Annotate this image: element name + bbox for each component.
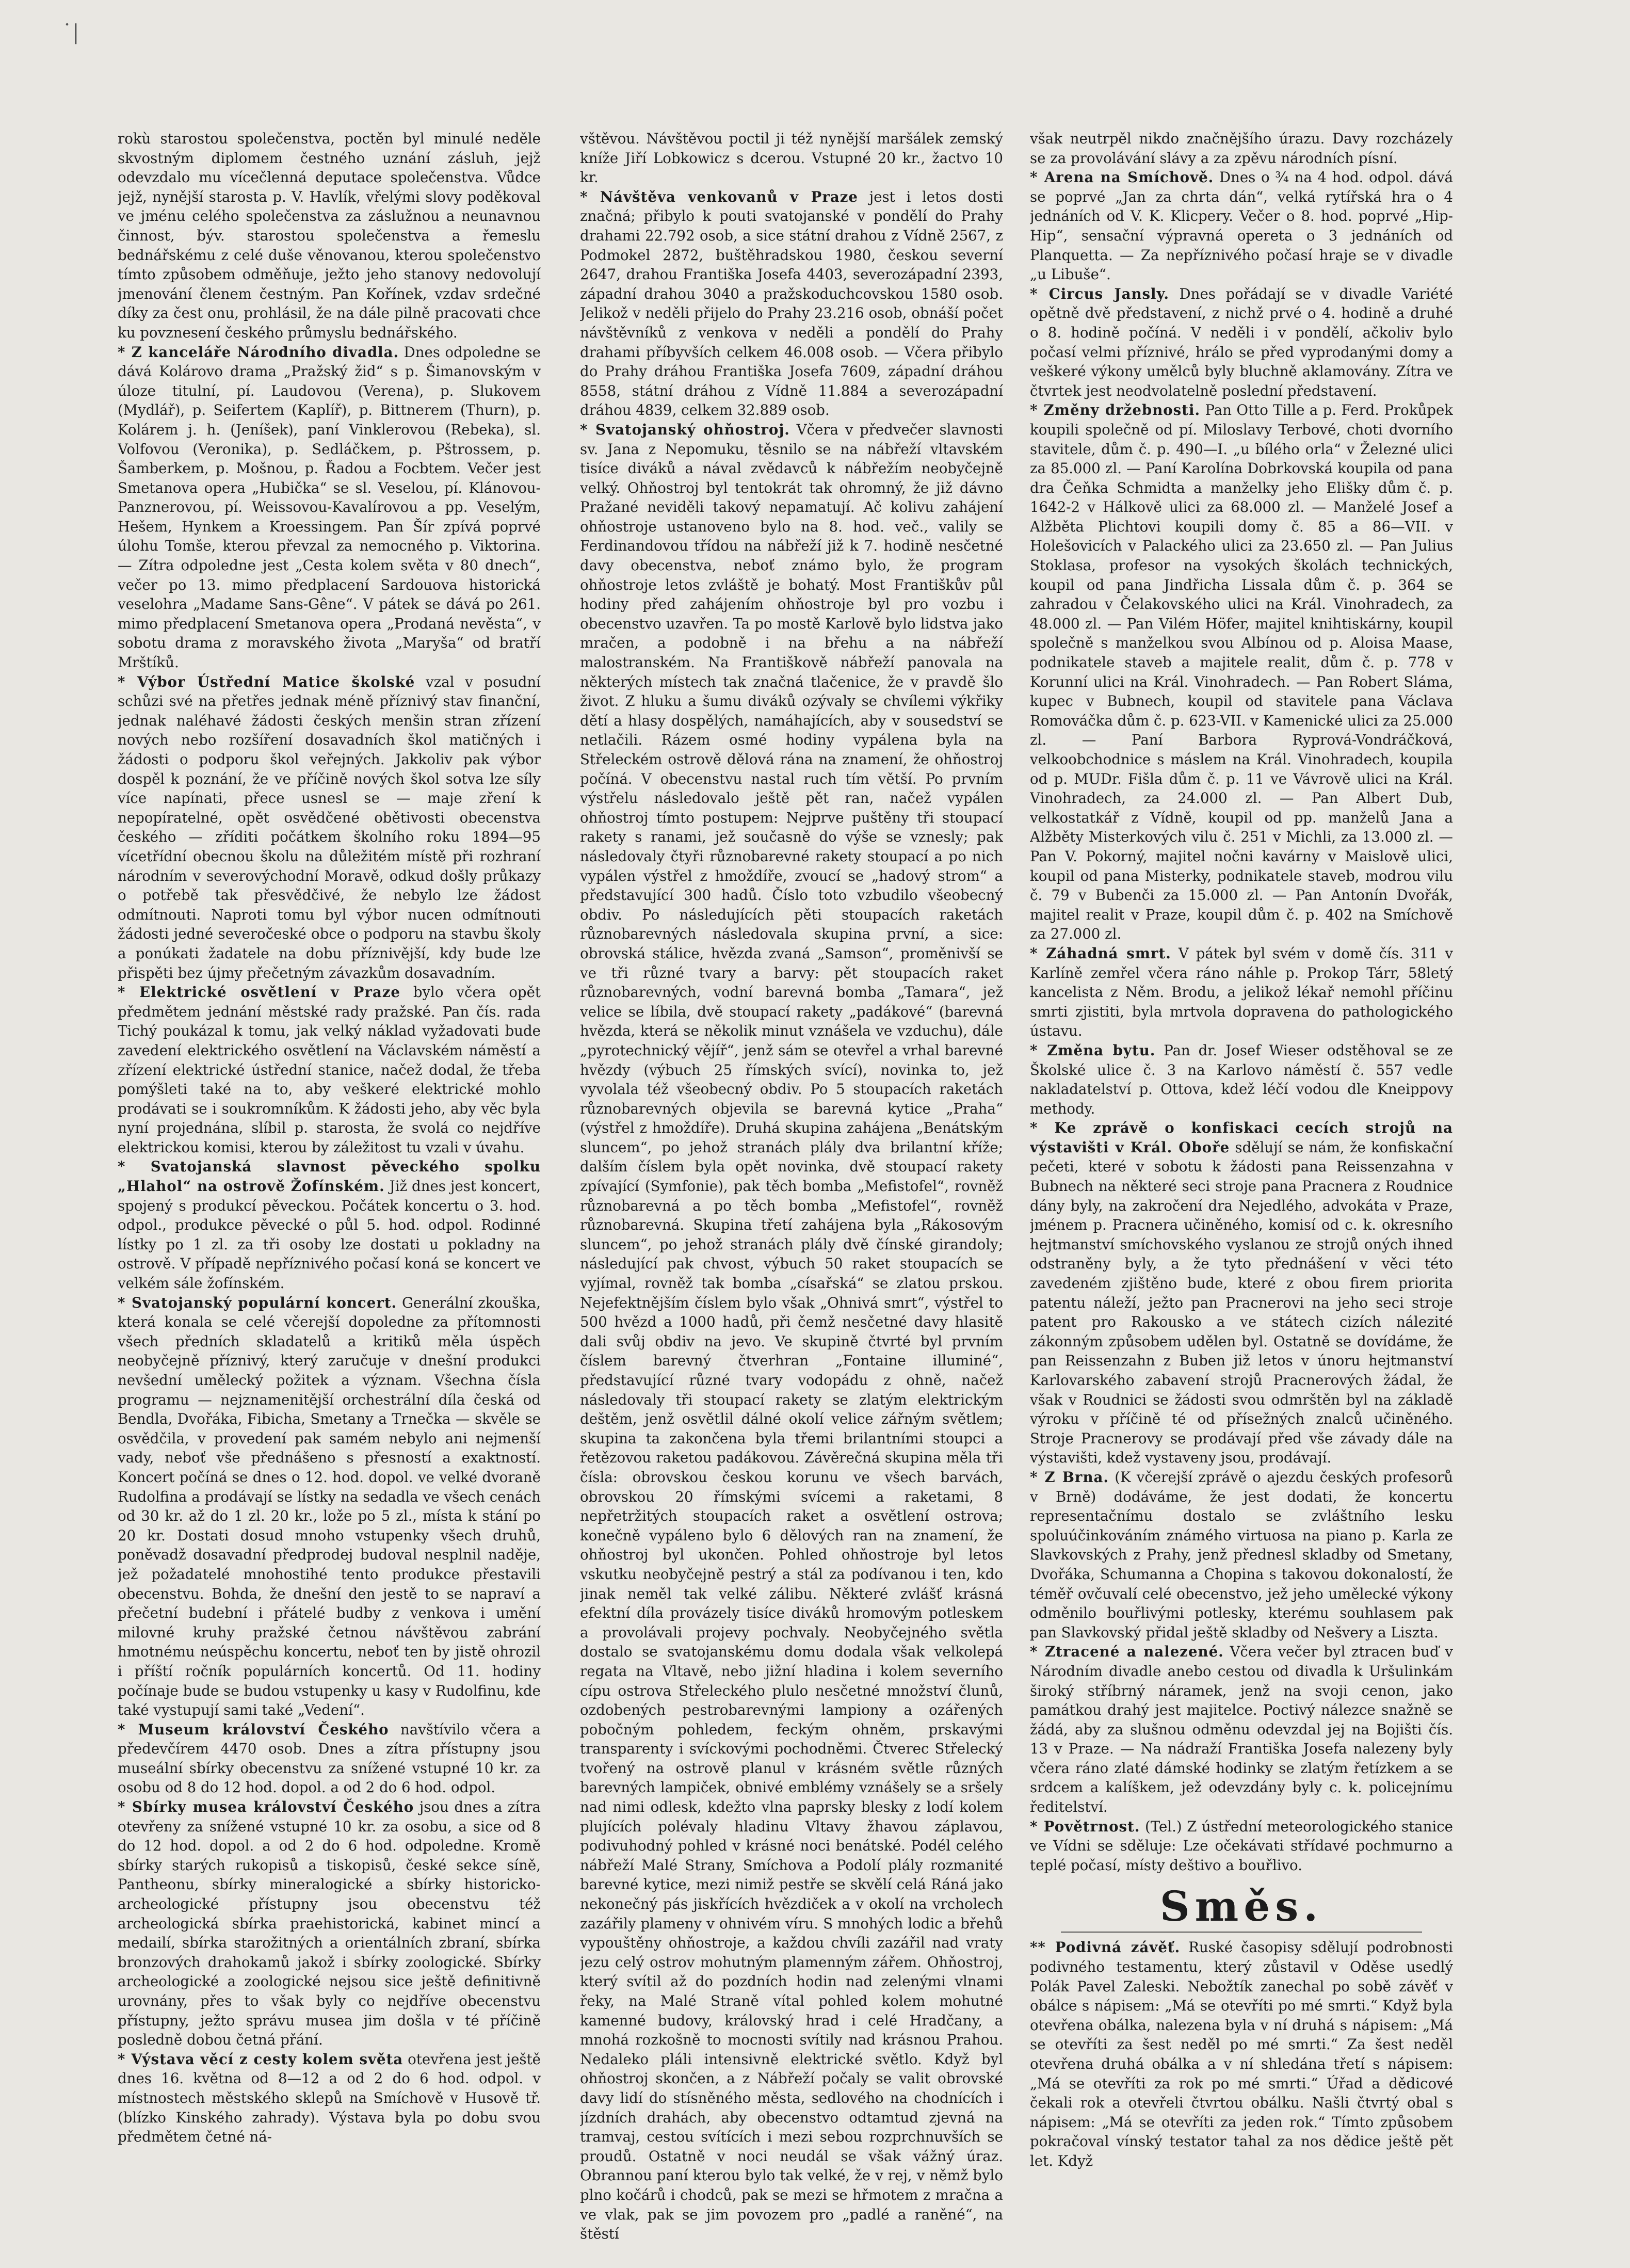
article-paragraph (118, 1720, 541, 1797)
article-body: V pátek byl svém v domě čís. 311 v Karlíně zemřel včera ráno náhle p. Prokop Tárr, 58letý kancelista z Něm. Brodu, a jelikož lékař nemohl příčinu smrti zjistiti, byla mrtvola dopravena do pathologického ústavu. (1030, 944, 1453, 1040)
article-paragraph (118, 983, 541, 1157)
article-body: vzal v posudní schůzi své na přetřes jednak méně příznivý stav finanční, jednak naléhavé žádosti českých menšin stran zřízení nových nebo rozšíření dosavadních škol matičných i žádosti o podporu škol veřejných. Jakkoliv pak výbor dospěl k poznání, že ve příčině nových škol sotva lze síly více napínati, přece usnesl se — maje zření k nepopíratelné, opět osvědčené obětivosti obecenstva českého — zříditi počátkem školního roku 1894—95 vícetřídní obecnou školu na důležitém místě při rozhraní národním v severovýchodní Moravě, odkud došly průkazy o potřebě tak přesvědčivé, že nebylo lze žádost odmítnouti. Naproti tomu byl výbor nucen odmítnouti žádosti jedné severočeské obce o podporu na stavbu školy a ponúkati žadatele na dobu příznivější, kdy bude lze přispěti bez újmy přečetným závazkům dosavadním. (118, 673, 541, 982)
article-heading: * Z kanceláře Národního divadla. (118, 343, 399, 361)
column-3 (1030, 129, 1453, 2250)
article-paragraph (1030, 1041, 1453, 1118)
article-paragraph (1030, 284, 1453, 401)
article-body: navštívilo včera a předevčírem 4470 osob. Dnes a zítra přístupny jsou museální sbírky obecenstvu za snížené vstupné 10 kr. za osobu od 8 do 12 hod. dopol. a od 2 do 6 hod. odpol. (118, 1720, 541, 1796)
section-rule (1061, 1932, 1422, 1933)
article-paragraph (1030, 944, 1453, 1041)
article-body: bylo včera opět předmětem jednání městské rady pražské. Pan čís. rada Tichý poukázal k tomu, jak velký náklad vyžadovati bude zavedení elektrického osvětlení na Václavském náměstí a zřízení elektrické ústřední stanice, načež dodal, že třeba pomýšleti také na to, aby veškeré elektrické mohlo prodávati se i soukromníkům. K žádosti jeho, aby věc byla nyní projednána, slíbil p. starosta, že svolá co nejdříve elektrickou komisi, kterou by záležitost tu vzali v úvahu. (118, 984, 541, 1156)
article-heading: * Záhadná smrt. (1030, 944, 1171, 962)
article-body: jest i letos dosti značná; přibylo k pouti svatojanské v pondělí do Prahy drahami 22.792 osob, a sice státní drahou z Vídně 2567, z Podmokel 2872, buštěhradskou 1980, českou severní 2647, drahou Františka Josefa 4403, severozápadní 2393, západní drahou 3040 a pražskoduchcovskou 1580 osob. Jelikož v neděli přijelo do Prahy 23.216 osob, obnáší počet návštěvníků z venkova v neděli a pondělí do Prahy drahami příbyvších celkem 46.008 osob. — Včera přibylo do Prahy dráhou Františka Josefa 7609, západní dráhou 8558, státní dráhou z Vídně 11.884 a severozápadní dráhou 4839, celkem 32.889 osob. (580, 188, 1003, 419)
article-body: Včera v předvečer slavnosti sv. Jana z Nepomuku, těsnilo se na nábřeží vltavském tisíce diváků a nával zvědavců k nábřežím neobyčejně velký. Ohňostroj byl tentokrát tak ohromný, že již dávno Pražané neviděli takový nepamatují. Ač kolivu zahájení ohňostroje ustanoveno bylo na 8. hod. več., valily se Ferdinandovou třídou na nábřeží již k 7. hodině nesčetné davy obecenstva, neboť známo bylo, že program ohňostroje letos zvláště je bohatý. Most Františkův půl hodiny před zahájením ohňostroje byl pro vozbu i obecenstvo uzavřen. Ta po mostě Karlově bylo lidstva jako mračen, a podobně i na břehu a na nábřeží malostranském. Na Františkově nábřeží panovala na některých místech tak značná tlačenice, že v pravdě šlo život. Z hluku a šumu diváků ozývaly se chvílemi výkřiky dětí a hlasy dospělých, namáhajících, aby v sousedství se netlačili. Rázem osmé hodiny vypálena byla na Střeleckém ostrově dělová rána na znamení, že ohňostroj počíná. V obecenstvu nastal ruch tím větší. Po prvním výstřelu následovalo ještě pět ran, načež vypálen ohňostroj tímto postupem: Nejprve puštěny tři stoupací rakety s ranami, jež současně do výše se vznesly; pak následovaly čtyři různobarevné rakety stoupací a po nich vypálen výstřel z hmoždíře, zvoucí se „hadový strom“ a představující 300 hadů. Číslo toto vzbudilo všeobecný obdiv. Po následujících pěti stoupacích raketách různobarevných následovala skupina první, a sice: obrovská stálice, hvězda zvaná „Samson“, proměnivší se ve tři různé tvary a barvy: pět stoupacích raket různobarevných, vodní barevná bomba „Tamara“, jež velice se líbila, dvě stoupací rakety „padákové“ (barevná hvězda, která se několik minut vznášela ve vzduchu), dále „pyrotechnický vějíř“, jenž sám se otevřel a vrhal barevné hvězdy (výbuch 25 římských svící), novinka to, jež vyvolala též všeobecný obdiv. Po 5 stoupacích raketách různobarevných objevila se barevná kytice „Praha“ (výstřel z hmoždíře). Druhá skupina zahájena „Benátským sluncem“, po jehož stranách plály dva brilantní kříže; dalším číslem byla opět novinka, dvě stoupací rakety zpívající (Symfonie), pak těch bomba „Mefistofel“, rovněž různobarevná a po těch bomba „Mefistofel“, rovněž různobarevná. Skupina třetí zahájena byla „Rákosovým sluncem“, po jehož stranách plály dvě čínské girandoly; následující pak chvost, výbuch 50 raket stoupacích se vyjímal, rovněž tak bomba „císařská“ se zlatou prskou. Nejefektnějším číslem bylo však „Ohnivá smrt“, výstřel to 500 hvězd a 1000 hadů, při čemž nesčetné davy hlasitě dali svůj obdiv na jevo. Ve skupině čtvrté byl prvním číslem barevný čtverhran „Fontaine illuminé“, představující různé tvary vodopádu z ohně, načež následovaly tři stoupací rakety se zlatým elektrickým deštěm, jenž osvětlil dálné okolí velice zářným světlem; skupina ta zakončena byla třemi brilantními stoupci a řetězovou raketou padákovou. Závěrečná skupina měla tři čísla: obrovskou českou korunu ve všech barvách, obrovskou 20 římskými svícemi a raketami, 8 nepřetržitých stoupacích raket a osvětlení ostrova; konečně vypáleno bylo 6 dělových ran na znamení, že ohňostroj byl ukončen. Pohled ohňostroje byl letos vskutku neobyčejně pestrý a stál za podívanou i ten, kdo jinak neměl tak velké zálibu. Některé zvlášť krásná efektní díla provázely tisíce diváků hromovým potleskem a provolávali projevy pochvaly. Neobyčejného světla dostalo se svatojanskému domu dodala však velkolepá regata na Vltavě, nebo jižní hladina i kolem severního cípu ostrova Střeleckého plulo nesčetné množství člunů, ozdobených pestrobarevnými lampiony a ozářených pobočným pohledem, feckým ohněm, prskavými transparenty i svíckovými pochodněmi. Čtverec Střelecký tvořený na ostrově planul v krásném světle různých barevných lampiček, obnivé emblémy vznášely se a sršely nad nimi odlesk, kdežto vlna paprsky blesky z lodí kolem plujících polévaly hladinu Vltavy žhavou záplavou, podivuhodný pohled v krásné noci benátské. Podél celého nábřeží Malé Strany, Smíchova a Podolí plály rozmanité barevné kytice, mezi nimiž pestře se skvělí celá Ráná jako nekonečný pás jiskřících hvězdiček a v okolí na vrcholech zazářily plameny v ohnivém víru. S mnohých lodic a břehů vypouštěny ohňostroje, a každou chvíli zazářil nad vraty jezu celý ostrov mohutným plamenným zářem. Ohňostroj, který svítil až do pozdních hodin nad zelenými vlnami řeky, na Malé Straně vítal pohled kolem mohutné kamenné budovy, královský hrad i celé Hradčany, a mnohá rozkošně to mocnosti svítily nad krásnou Prahou. Nedaleko pláli intensivně elektrické světlo. Když byl ohňostroj skončen, a z Nábřeží počaly se valit obrovské davy lidí do stísněného města, sedlového na chodnících i jízdních drahách, aby obecenstvo odtamtud zjevná na tramvaj, cestou svítících i mezi sebou rozprchnuvších se proudů. Ostatně v noci neudál se však vážný úraz. Obrannou paní kterou bylo tak velké, že v rej, v němž bylo plno kočárů i chodců, pak se mezi se hřmotem z mračna a ve vlak, pak se jim povozem pro „padlé a raněné“, na štěstí (580, 421, 1003, 2243)
article-heading: * Z Brna. (1030, 1468, 1109, 1486)
article-heading: ** Podivná závěť. (1030, 1939, 1181, 1956)
article-paragraph (580, 187, 1003, 420)
article-heading: * Ztracené a nalezené. (1030, 1643, 1224, 1661)
article-heading: * Circus Jansly. (1030, 285, 1170, 302)
article-body: (Tel.) Z ústřední meteorologického stanice ve Vídni se sděluje: Lze očekávati střídavé pochmurno a teplé počasí, místy deštivo a bouřlivo. (1030, 1817, 1453, 1874)
article-paragraph (118, 1293, 541, 1720)
article-heading: * Návštěva venkovanů v Praze (580, 188, 858, 205)
article-heading: * Arena na Smíchově. (1030, 169, 1214, 186)
article-body: sdělují se nám, že konfiskační pečeti, které v sobotu k žádosti pana Reissenzahna v Bubnech na některé seci stroje pana Pracnera z Roudnice dány byly, na zakročení dra Nejedlého, advokáta v Praze, jménem p. Pracnera učiněného, komisí od c. k. okresního hejtmanství smíchovského vyslanou ze strojů oných ihned odstraněny byly, a že tyto přednášení v věci této zavedeném zjištěno bude, které z obou firem priorita patentu náleží, ježto pan Pracnerovi na jeho seci stroje patent pro Rakousko a ve státech cizích nálezité zákonným způsobem udělen byl. Ostatně se dovídáme, že pan Reissenzahn z Buben již letos v únoru hejtmanství Karlovarského zabavení strojů Pracnerových žádal, že však v Roudnici se žádosti svou odmrštěn byl na základě výroku v příčině té od přísežných znalců učiněného. Stroje Pracnerovy se prodávají před vše závady dále na výstavišti, kdež vystaveny jsou, prodávají. (1030, 1138, 1453, 1467)
article-paragraph (1030, 1938, 1453, 2170)
article-paragraph (1030, 1118, 1453, 1468)
article-body: Již dnes jest koncert, spojený s produkcí pěveckou. Počátek koncertu o 3. hod. odpol., produkce pěvecké o půl 5. hod. odpol. Rodinné lístky po 1 zl. za tři osoby lze dostati u pokladny na ostrově. V případě nepříznivého počasí koná se koncert ve velkém sále žofínském. (118, 1178, 541, 1292)
article-body: Včera večer byl ztracen buď v Národním divadle anebo cestou od divadla k Uršulinkám široký stříbrný náramek, jenž na svoji cenon, jako památkou drahý jest majitelce. Poctivý nálezce snažně se žádá, aby za slušnou odměnu odevzdal jej na Bojišti čís. 13 v Praze. — Na nádraží Františka Josefa nalezeny byly včera ráno zlaté dámské hodinky se zlatým řetízkem a se srdcem a kalíškem, jež odevzdány byly c. k. policejnímu ředitelství. (1030, 1643, 1453, 1816)
article-heading: * Elektrické osvětlení v Praze (118, 984, 400, 1001)
article-heading: * Svatojanský ohňostroj. (580, 421, 790, 438)
article-body: Pan dr. Josef Wieser odstěhoval se ze Školské ulice č. 3 na Karlovo náměstí č. 557 vedle nakladatelství p. Ottova, kdež léčí vodou dle Kneippovy methody. (1030, 1041, 1453, 1117)
article-heading: * Museum království Českého (118, 1720, 389, 1738)
corner-mark: ˙| (62, 21, 79, 44)
column-1 (118, 129, 541, 2250)
section-title: Směs. (1159, 1882, 1324, 1931)
article-heading: * Svatojanská slavnost pěveckého spolku „Hlahol“ na ostrově Žofínském. (118, 1158, 541, 1195)
article-paragraph (118, 129, 541, 343)
article-heading: * Změny držebnosti. (1030, 401, 1201, 419)
article-heading: * Povětrnost. (1030, 1817, 1140, 1835)
article-body: (K včerejší zprávě o ajezdu českých profesorů v Brně) dodáváme, že jest dodati, že koncertu representačnímu dostalo se zvláštního lesku spoluúčinkováním známého virtuosa na piano p. Karla ze Slavkovských z Prahy, jenž přednesl skladby od Smetany, Dvořáka, Schumanna a Chopina s takovou dokonalostí, že téměř ovčuvalí celé obecenstvo, jež jeho umělecké výkony odměnilo bouřlivými potlesky, kterému souhlasem pak pan Slavkovský přidal ještě skladby od Nešvery a Liszta. (1030, 1468, 1453, 1641)
article-body: Dnes pořádají se v divadle Variété opětně dvě představení, z nichž prvé o 4. hodině a druhé o 8. hodině počíná. V neděli i v pondělí, ačkoliv bylo počasí velmi příznivé, hrálo se před vyprodanými domy a veškeré výkony umělců byly bluchně aklamovány. Zítra ve čtvrtek jest neodvolatelně poslední představení. (1030, 285, 1453, 399)
article-body: Pan Otto Tille a p. Ferd. Prokůpek koupili společně od pí. Miloslavy Terbové, choti dvorního stavitele, dům č. p. 490—I. „u bílého orla“ v Železné ulici za 85.000 zl. — Paní Karolína Dobrkovská koupila od pana dra Čeňka Schmidta a manželky jeho Elišky dům č. p. 1642-2 v Hálkově ulici za 68.000 zl. — Manželé Josef a Alžběta Plichtovi koupili domy č. 85 a 86—VII. v Holešovicích v Palackého ulici za 23.650 zl. — Pan Julius Stoklasa, profesor na vysokých školách technických, koupil od pana Jindřicha Lissala dům č. p. 364 se zahradou v Čelakovského ulici na Král. Vinohradech, za 48.000 zl. — Pan Vilém Höfer, majitel knihtiskárny, koupil společně s manželkou svou Albínou od p. Aloisa Maase, podnikatele staveb a majitele realit, dům č. p. 778 v Korunní ulici na Král. Vinohradech. — Pan Robert Sláma, kupec v Bubnech, koupil od stavitele pana Václava Romováčka dům č. p. 623-VII. v Kamenické ulici za 25.000 zl. — Paní Barbora Ryprová-Vondráčková, velkoobchodnice s máslem na Král. Vinohradech, koupila od p. MUDr. Fišla dům č. p. 11 ve Vávrově ulici na Král. Vinohradech, za 24.000 zl. — Pan Albert Dub, velkostatkář z Vídně, koupil od pp. manželů Jana a Alžběty Misterkových vilu č. 251 v Michli, za 13.000 zl. — Pan V. Pokorný, majitel nočni kavárny v Maislově ulici, koupil od pana Misterky, podnikatele staveb, modrou vilu č. 79 v Bubenči za 15.000 zl. — Pan Antonín Dvořák, majitel realit v Praze, koupil dům č. p. 402 na Smíchově za 27.000 zl. (1030, 401, 1453, 943)
article-paragraph (118, 2050, 541, 2147)
article-paragraph (1030, 1468, 1453, 1642)
column-2 (580, 129, 1003, 2250)
article-paragraph (580, 129, 1003, 187)
article-body: otevřena jest ještě dnes 16. května od 8—12 a od 2 do 6 hod. odpol. v místnostech městského sklepů na Smíchově v Husově tř. (blízko Kinského zahrady). Výstava byla po dobu svou předmětem četné ná- (118, 2050, 541, 2146)
article-paragraph (1030, 400, 1453, 944)
article-paragraph (580, 420, 1003, 2244)
article-body: Dnes o ¾ na 4 hod. odpol. dává se poprvé „Jan za chrta dán“, velká rytířská hra o 4 jednáních od V. K. Klicpery. Večer o 8. hod. poprvé „Hip-Hip“, sensační výpravná opereta o 3 jednáních od Planquetta. — Za nepříznivého počasí hraje se v divadle „u Libuše“. (1030, 169, 1453, 283)
article-paragraph (118, 1797, 541, 2050)
article-paragraph (118, 1157, 541, 1293)
article-paragraph (118, 343, 541, 672)
article-body: Generální zkouška, která konala se celé včerejší dopoledne za přítomnosti všech předních skladatelů a kritiků měla úspěch neobyčejně příznivý, který zaručuje v dnešní produkci nevšední umělecký požitek a význam. Všechna čísla programu — nejznamenitější orchestrální díla česká od Bendla, Dvořáka, Fibicha, Smetany a Trnečka — skvěle se osvědčila, v provedení pak samém nebylo ani nejmenší vady, neboť vše přednášeno s přesností a exaktností. Koncert počíná se dnes o 12. hod. dopol. ve velké dvoraně Rudolfina a prodávají se lístky na sedadla ve všech cenách od 30 kr. až do 1 zl. 20 kr., lože po 5 zl., místa k stání po 20 kr. Dostati dosud mnoho vstupenky všech druhů, poněvadž dosavadní předprodej budoval nesplnil naděje, jež požadatelé mnohostihé tento produkce přestavili obecenstvu. Bohda, že dnešní den jestě to se napraví a přečetní budební i přátelé budby z venkova i umění milovné kruhy pražské četnou návštěvou zabrání hmotnému neúspěchu koncertu, neboť ten by jistě ohrozil i příští ročník populárních koncertů. Od 11. hodiny počínaje bude se budou vstupenky u kasy v Rudolfinu, kde také vystupují sami také „Vedení“. (118, 1294, 541, 1719)
article-body: Ruské časopisy sdělují podrobnosti podivného testamentu, který zůstavil v Oděse usedlý Polák Pavel Zaleski. Nebožtík zanechal po sobě závěť v obálce s nápisem: „Má se otevříti po mé smrti.“ Když byla otevřena obálka, nalezena byla v ní druhá s nápisem: „Má se otevříti za šest neděl po mé smrti.“ Za šest neděl otevřena druhá obálka a v ní shledána třetí s nápisem: „Má se otevříti za rok po mé smrti.“ Úřad a dědicové čekali rok a otevřeli čtvrtou obálku. Našli čtvrtý obal s nápisem: „Má se otevříti za jeden rok.“ Tímto způsobem pokračoval vínský testator tahal za nos dědice ještě pět let. Když (1030, 1939, 1453, 2169)
article-heading: * Změna bytu. (1030, 1041, 1156, 1059)
article-heading: * Výbor Ústřední Matice školské (118, 673, 415, 690)
article-body: rokù starostou společenstva, poctěn byl minulé neděle skvostným diplomem čestného uznání zásluh, jejž odevzdalo mu vícečlenná deputace společenstva. Vůdce jejž, nynější starosta p. V. Havlík, vřelými slovy poděkoval ve jménu celého společenstva za záslužnou a neunavnou činnost, býv. starostou společenstva a řemeslu bednářskému z celé duše věnovanou, kterou společenstvo tímto způsobem odměňuje, ježto jeho stanovy nedovolují jmenování členem čestným. Pan Kořínek, vzdav srdečné díky za čest onu, prohlásil, že na dále pilně pracovati chce ku povznesení českého průmyslu bednářského. (118, 130, 541, 341)
article-heading: * Sbírky musea království Českého (118, 1798, 414, 1816)
article-paragraph (118, 672, 541, 983)
article-paragraph (1030, 168, 1453, 284)
article-heading: * Ke zprávě o konfiskaci cecích strojů na výstavišti v Král. Obořе (1030, 1119, 1453, 1156)
article-body: jsou dnes a zítra otevřeny za snížené vstupné 10 kr. za osobu, a sice od 8 do 12 hod. dopol. a od 2 do 6 hod. odpoledne. Kromě sbírky starých rukopisů a tiskopisů, české sekce síně, Pantheonu, sbírky mineralogické a sbírky historicko-archeologické přístupny jsou obecenstvu též archeologická sbírka praehistorická, kabinet mincí a medailí, sbírka starožitných a orientálních zbraní, sbírka bronzových drahokamů jakož i sbírky zoologické. Sbírky archeologické a zoologické nejsou sice ještě definitivně urovnány, přes to však byly co nejdříve obecenstvu přístupny, ježto správu musea jim došla v té příčině posledně dobou četná přání. (118, 1798, 541, 2049)
article-body: Dnes odpoledne se dává Kolárovo drama „Pražský žid“ s p. Šimanovským v úloze titulní, pí. Laudovou (Verena), p. Slukovem (Mydlář), p. Seifertem (Kaplíř), p. Bittnerem (Thurn), p. Kolárem j. h. (Jeníšek), paní Vinklerovou (Rebeka), sl. Volfovou (Veronika), p. Sedláčkem, p. Pštrossem, p. Šamberkem, p. Mošnou, p. Řadou a Focbtem. Večer jest Smetanova opera „Hubička“ se sl. Veselou, pí. Klánovou-Panznerovou, pí. Weissovou-Kavalírovou a pp. Veselým, Hešem, Hynkem a Kroessingem. Pan Šír zpívá poprvé úlohu Tomše, kterou převzal za nemocného p. Viktorina. — Zítra odpoledne jest „Cesta kolem světa v 80 dnech“, večer po 13. mimo předplacení Sardouova historická veselohra „Madame Sans-Gêne“. V pátek se dává po 261. mimo předplacení Smetanova opera „Prodaná nevěsta“, v sobotu drama z moravského života „Maryša“ od bratří Mrštíků. (118, 343, 541, 671)
article-paragraph (1030, 1642, 1453, 1816)
article-body: však neutrpěl nikdo značnějšího úrazu. Davy rozcházely se za provolávání slávy a za zpěvu národních písní. (1030, 130, 1453, 167)
article-heading: * Svatojanský populární koncert. (118, 1294, 397, 1311)
article-body: vštěvou. Návštěvou poctil ji též nynější maršálek zemský kníže Jiří Lobkowicz s dcerou. Vstupné 20 kr., žactvo 10 kr. (580, 130, 1003, 186)
article-paragraph (1030, 1817, 1453, 1875)
section-heading (1030, 1884, 1453, 1933)
article-heading: * Výstava věcí z cesty kolem světa (118, 2050, 404, 2068)
article-paragraph (1030, 129, 1453, 168)
